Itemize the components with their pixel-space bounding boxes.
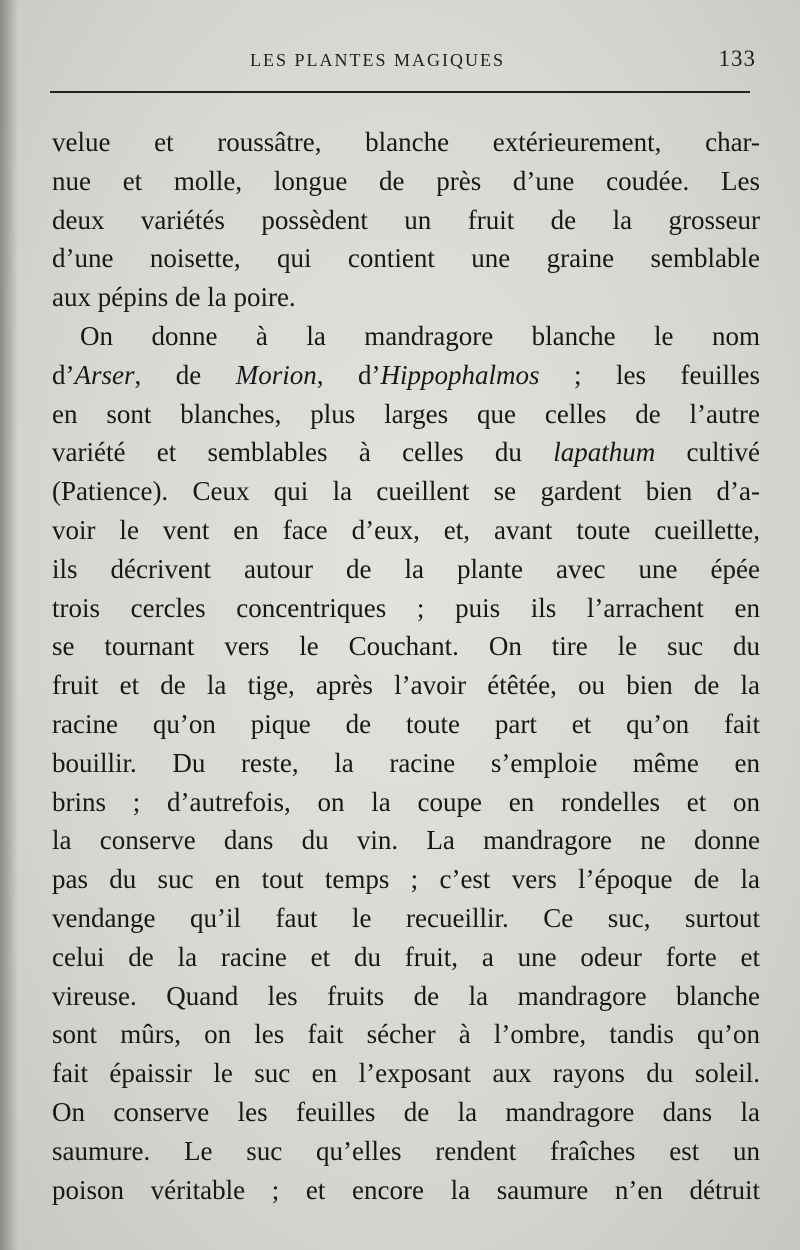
text-line: se tournant vers le Couchant. On tire le suc du xyxy=(52,631,760,662)
text-line: sont mûrs, on les fait sécher à l’ombre, tandis qu’on xyxy=(52,1019,760,1050)
text-line: vireuse. Quand les fruits de la mandragore blanche xyxy=(52,980,760,1011)
page-number: 133 xyxy=(718,46,756,71)
text-line: en sont blanches, plus larges que celles de l’autre xyxy=(52,398,760,429)
text-line: la conserve dans du vin. La mandragore ne donne xyxy=(52,825,760,856)
text-line: vendange qu’il faut le recueillir. Ce suc, surtout xyxy=(52,902,760,933)
paragraph-start-line: On donne à la mandragore blanche le nom xyxy=(80,320,760,351)
text-line: poison véritable ; et encore la saumure n’en détruit xyxy=(52,1174,760,1205)
paragraph-end-line: aux pépins de la poire. xyxy=(52,282,296,313)
text-line: racine qu’on pique de toute part et qu’on fait xyxy=(52,708,760,739)
text-line: bouillir. Du reste, la racine s’emploie même en xyxy=(52,747,760,778)
header-rule xyxy=(50,91,750,93)
text-line: fruit et de la tige, après l’avoir étêtée, ou bien de la xyxy=(52,670,760,701)
page-gutter-shadow xyxy=(0,0,18,1250)
text-line: deux variétés possèdent un fruit de la grosseur xyxy=(52,204,760,235)
text-line: nue et molle, longue de près d’une coudée. Les xyxy=(52,165,760,196)
text-fragment: cultivé xyxy=(655,437,760,468)
text-fragment: d’ xyxy=(52,359,75,390)
running-title: LES PLANTES MAGIQUES xyxy=(250,50,506,70)
text-line xyxy=(52,356,760,395)
text-line: pas du suc en tout temps ; c’est vers l’époque de la xyxy=(52,864,760,895)
text-line: (Patience). Ceux qui la cueillent se gardent bien d’a- xyxy=(52,476,760,507)
text-line: On conserve les feuilles de la mandragore dans la xyxy=(52,1096,760,1127)
text-line: velue et roussâtre, blanche extérieurement, char- xyxy=(52,127,760,157)
text-line xyxy=(52,433,760,472)
text-line: trois cercles concentriques ; puis ils l’arrachent en xyxy=(52,592,760,623)
text-line: voir le vent en face d’eux, et, avant toute cueillette, xyxy=(52,514,760,545)
body-text xyxy=(52,123,760,1209)
italic-term: Arser xyxy=(74,359,135,390)
text-line: saumure. Le suc qu’elles rendent fraîches est un xyxy=(52,1135,760,1166)
text-line: brins ; d’autrefois, on la coupe en rondelles et on xyxy=(52,786,760,817)
italic-term: lapathum xyxy=(553,437,656,468)
text-fragment: , d’ xyxy=(316,359,381,390)
text-line: ils décrivent autour de la plante avec une épée xyxy=(52,553,760,584)
italic-term: Hippophalmos xyxy=(380,359,540,390)
text-line: d’une noisette, qui contient une graine semblable xyxy=(52,243,760,274)
text-line: celui de la racine et du fruit, a une odeur forte et xyxy=(52,941,760,972)
italic-term: Morion xyxy=(235,359,317,390)
text-fragment: ; les feuilles xyxy=(539,359,760,390)
text-fragment: , de xyxy=(134,359,236,390)
text-line: fait épaissir le suc en l’exposant aux rayons du soleil. xyxy=(52,1058,760,1089)
running-header xyxy=(50,46,762,76)
text-fragment: variété et semblables à celles du xyxy=(52,437,554,468)
